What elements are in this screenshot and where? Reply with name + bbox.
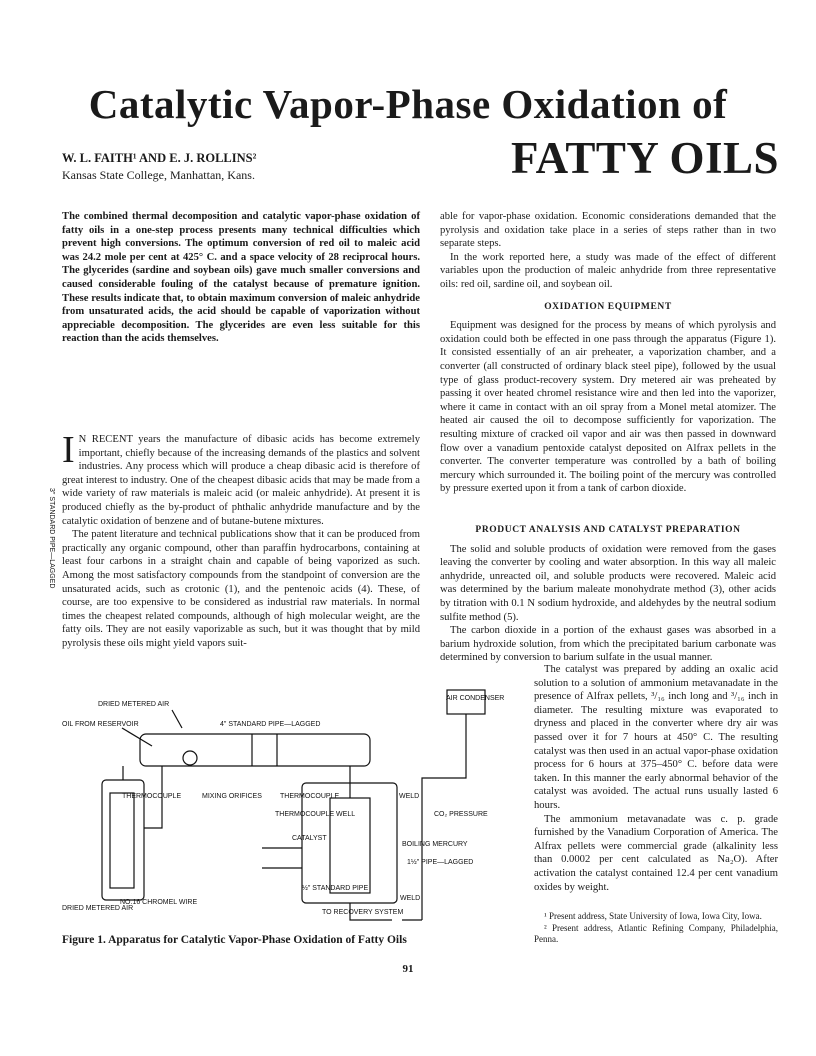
label-thermocouple-well: THERMOCOUPLE WELL <box>275 811 356 818</box>
abstract: The combined thermal decomposition and catalytic vapor-phase oxidation of fatty oils in a one-step process presents many technical difficulties which prevent high conversions. The optimum conversion of red oil to maleic acid was 24.2 mole per cent at 425° C. and a space velocity of 28 reciprocal hours. The glycerides (sardine and soybean oils) gave much smaller conversions and caused considerable fouling of the catalyst because of premature ignition. These results indicate that, to obtain maximum conversion of maleic anhydride from unsaturated acids, the acid should be capable of vaporization without appreciable decomposition. The glycerides are even less suitable for this reaction than the acids themselves. <box>62 211 420 345</box>
footnote-1: ¹ Present address, State University of Iowa, Iowa City, Iowa. <box>544 911 762 921</box>
intro-paragraph-1-text: N RECENT years the manufacture of dibasic acids has become extremely important, chiefly because of the increasing demands of the plastics and solvent industries. Any process which will produce a cheap dibasic acid is therefore of great interest to industry. One of the cheapest dibasic acids that may be made from a wide variety of raw materials is maleic acid (or maleic anhydride). At present it is produced chiefly as the by-product of phthalic anhydride manufacture and by the catalytic oxidation of benzene and of butane-butene mixtures. <box>62 434 420 527</box>
authors: W. L. FAITH¹ AND E. J. ROLLINS² <box>62 151 257 165</box>
label-standard-pipe-half: ½" STANDARD PIPE <box>302 885 369 892</box>
label-co2-pressure: CO₂ PRESSURE <box>434 811 488 818</box>
label-weld-top: WELD <box>399 793 420 800</box>
right-paragraph-2: In the work reported here, a study was made of the effect of different variables upon the production of maleic anhydride from three representative oils: red oil, sardine oil, and soybean oil. <box>440 251 776 290</box>
section-heading-equipment: OXIDATION EQUIPMENT <box>544 301 672 312</box>
footnotes <box>534 911 778 946</box>
catalyst-paragraph-2: The ammonium metavanadate was c. p. grade furnished by the Vanadium Corporation of America. The Alfrax pellets were commercial grade (alkalinity less than 0.0002 per cent calculated as Na₂O). After activation the catalyst contained 12.4 per cent vanadium oxides by weight. <box>534 813 778 893</box>
air-condenser-box <box>447 690 485 714</box>
label-oil-from-reservoir: OIL FROM RESERVOIR <box>62 721 139 728</box>
preheater-coil <box>110 793 134 888</box>
label-dried-metered-air: DRIED METERED AIR <box>98 701 170 708</box>
label-standard-pipe-lagged: 4" STANDARD PIPE—LAGGED <box>220 721 321 728</box>
page-number: 91 <box>402 963 414 975</box>
label-to-recovery: TO RECOVERY SYSTEM <box>322 909 404 916</box>
label-chromel-wire: NO.16 CHROMEL WIRE <box>120 899 198 906</box>
equipment-paragraph: Equipment was designed for the process by means of which pyrolysis and oxidation could both be effected in one pass through the apparatus (Figure 1). It consisted essentially of an air preheater, a vaporization chamber, and a converter (all constructed of ordinary black steel pipe), followed by the usual type of glass product-recovery system. Dry metered air was preheated by passing it over heated chromel resistance wire and then led into the vaporizer, where it came in contact with an oil spray from a Monel metal atomizer. The heated air caused the oil to decompose sufficiently for vaporization. The resulting mixture of cracked oil vapor and air was then passed in downward flow over a vanadium pentoxide catalyst deposited on Alfrax pellets in the converter. The converter temperature was controlled by a bath of boiling mercury which surrounded it. The boiling point of the mercury was controlled by pressure exerted upon it from a tank of carbon dioxide. <box>440 320 776 495</box>
analysis-paragraph-2: The carbon dioxide in a portion of the exhaust gases was absorbed in a barium hydroxide solution, from which the precipitated barium carbonate was determined by conversion to barium sulfate in the usual manner. <box>440 625 776 664</box>
right-column-middle <box>440 515 776 665</box>
label-thermocouple-left: THERMOCOUPLE <box>122 793 182 800</box>
footnote-2: ² Present address, Atlantic Refining Company, Philadelphia, Penna. <box>534 922 778 944</box>
label-catalyst: CATALYST <box>292 835 327 842</box>
intro-paragraph-1 <box>62 429 420 528</box>
right-column-top <box>440 210 776 496</box>
label-air: AIR CONDENSER <box>446 695 505 702</box>
label-thermocouple-right: THERMOCOUPLE <box>280 793 340 800</box>
label-pipe-lagged-small: 1½" PIPE—LAGGED <box>407 859 474 866</box>
introduction <box>62 429 420 651</box>
affiliation: Kansas State College, Manhattan, Kans. <box>62 168 255 182</box>
label-dried-metered-air-bottom: DRIED METERED AIR <box>62 905 134 912</box>
section-heading-analysis: PRODUCT ANALYSIS AND CATALYST PREPARATION <box>475 525 741 535</box>
mixing-orifice <box>183 751 197 765</box>
right-column-bottom <box>534 663 778 894</box>
right-paragraph-1: able for vapor-phase oxidation. Economic considerations demanded that the pyrolysis and oxidation take place in a series of steps rather than in two separate steps. <box>440 211 776 250</box>
vaporizer-pipe <box>140 734 370 766</box>
label-mixing-orifices: MIXING ORIFICES <box>202 793 262 800</box>
label-weld-bottom: WELD <box>400 895 421 902</box>
label-vertical-pipe: 3" STANDARD PIPE—LAGGED <box>48 488 55 589</box>
drop-cap: I <box>62 429 75 471</box>
title-line-1: Catalytic Vapor-Phase Oxidation of <box>88 81 728 127</box>
analysis-paragraph-1: The solid and soluble products of oxidation were removed from the gases leaving the converter by cooling and water absorption. In this way all maleic anhydride, unreacted oil, and soluble products were recovered. Maleic acid was determined by the barium maleate monohydrate method (3), other acids by titration with 0.1 N sodium hydroxide, and aldehydes by the neutral sodium sulfite method (5). <box>440 543 776 623</box>
title-line-2: FATTY OILS <box>511 133 779 183</box>
label-boiling-mercury: BOILING MERCURY <box>402 841 468 848</box>
intro-paragraph-2: The patent literature and technical publications show that it can be produced from practically any organic compound, other than paraffin hydrocarbons, containing at least four carbons in a straight chain and capable of being vaporized as such. Among the most satisfactory compounds from the standpoint of conversion are the unsaturated acids, such as crotonic (1), and the pentenoic acids (4). These, of course, are too expensive to be considered as industrial raw materials. In normal times the cheapest related compounds, although of high molecular weight, are the fatty oils. They are not easily vaporizable as such, but it was thought that by mild pyrolysis these oils might yield vapors suit- <box>62 529 420 649</box>
figure-caption: Figure 1. Apparatus for Catalytic Vapor-Phase Oxidation of Fatty Oils <box>62 934 407 946</box>
catalyst-paragraph-1: The catalyst was prepared by adding an oxalic acid solution to a solution of ammonium metavanadate in the presence of Alfrax pellets, ³/₁₆ inch long and ³/₁₆ inch in diameter. The resulting mixture was evaporated to dryness and placed in the converter where dry air was passed over it for 7 hours at 450° C. The resulting catalyst was then used in an actual vapor-phase oxidation process for 6 hours at 375–450° C. before data were taken. In this manner the early abnormal behavior of the catalyst was avoided. The actual runs usually lasted 6 hours. <box>534 664 778 811</box>
